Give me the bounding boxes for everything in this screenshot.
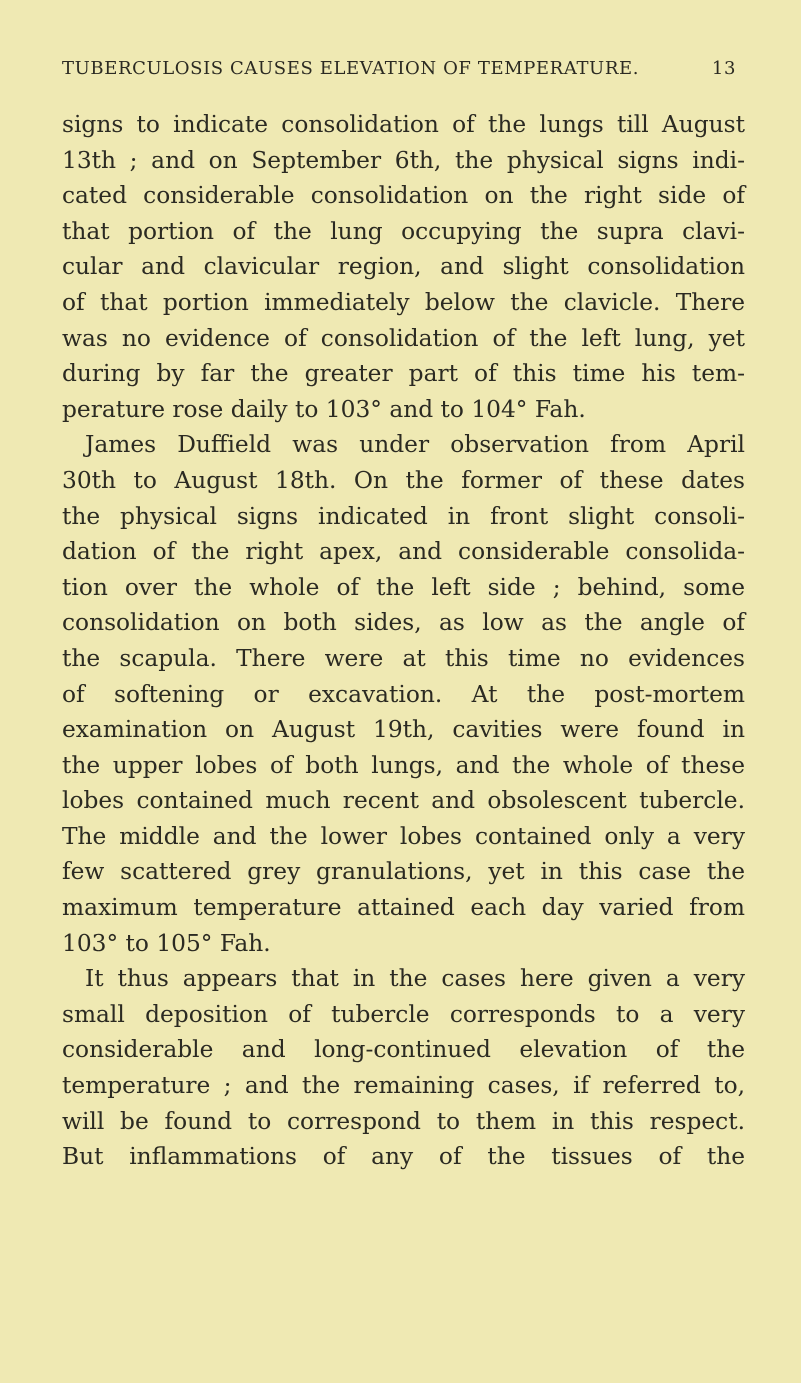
text-line: examination on August 19th, cavities were found in bbox=[62, 716, 745, 744]
running-header bbox=[62, 58, 742, 79]
text-line: considerable and long-continued elevation of the bbox=[62, 1036, 745, 1064]
text-line: will be found to correspond to them in this respect. bbox=[62, 1107, 745, 1135]
text-line: during by far the greater part of this time his tem- bbox=[62, 360, 745, 388]
text-line: cular and clavicular region, and slight consolidation bbox=[62, 253, 745, 281]
text-line: But inflammations of any of the tissues of the bbox=[62, 1143, 745, 1171]
text-line: consolidation on both sides, as low as the angle of bbox=[62, 609, 745, 637]
text-line: signs to indicate consolidation of the lungs till August bbox=[62, 111, 745, 138]
text-line: cated considerable consolidation on the right side of bbox=[62, 182, 745, 210]
text-line: dation of the right apex, and considerable consolida- bbox=[62, 538, 745, 566]
text-line: few scattered grey granulations, yet in this case the bbox=[62, 858, 745, 886]
text-line: temperature ; and the remaining cases, if referred to, bbox=[62, 1072, 745, 1100]
text-line: The middle and the lower lobes contained only a very bbox=[62, 822, 745, 850]
text-line: 13th ; and on September 6th, the physical signs indi- bbox=[62, 146, 745, 174]
text-line: was no evidence of consolidation of the left lung, yet bbox=[62, 324, 745, 352]
text-line: lobes contained much recent and obsolescent tubercle. bbox=[62, 787, 745, 815]
text-line: perature rose daily to 103° and to 104° Fah. bbox=[62, 395, 586, 423]
text-line: small deposition of tubercle corresponds to a very bbox=[62, 1000, 745, 1028]
text-line: tion over the whole of the left side ; behind, some bbox=[62, 573, 745, 601]
text-line: the scapula. There were at this time no evidences bbox=[62, 644, 745, 672]
text-line: 30th to August 18th. On the former of these dates bbox=[62, 466, 745, 494]
text-line: of softening or excavation. At the post-mortem bbox=[62, 680, 745, 708]
text-line: It thus appears that in the cases here given a very bbox=[85, 965, 745, 993]
body-text bbox=[62, 107, 745, 1175]
text-line: James Duffield was under observation from April bbox=[85, 431, 745, 459]
text-line: the upper lobes of both lungs, and the whole of these bbox=[62, 751, 745, 779]
text-line: of that portion immediately below the clavicle. There bbox=[62, 288, 745, 316]
page-number: 13 bbox=[711, 58, 736, 79]
running-title: TUBERCULOSIS CAUSES ELEVATION OF TEMPERATURE. bbox=[62, 58, 640, 79]
text-line: maximum temperature attained each day varied from bbox=[62, 894, 745, 922]
text-line: 103° to 105° Fah. bbox=[62, 929, 271, 957]
text-line: the physical signs indicated in front slight consoli- bbox=[62, 502, 745, 530]
text-line: that portion of the lung occupying the supra clavi- bbox=[62, 217, 745, 245]
